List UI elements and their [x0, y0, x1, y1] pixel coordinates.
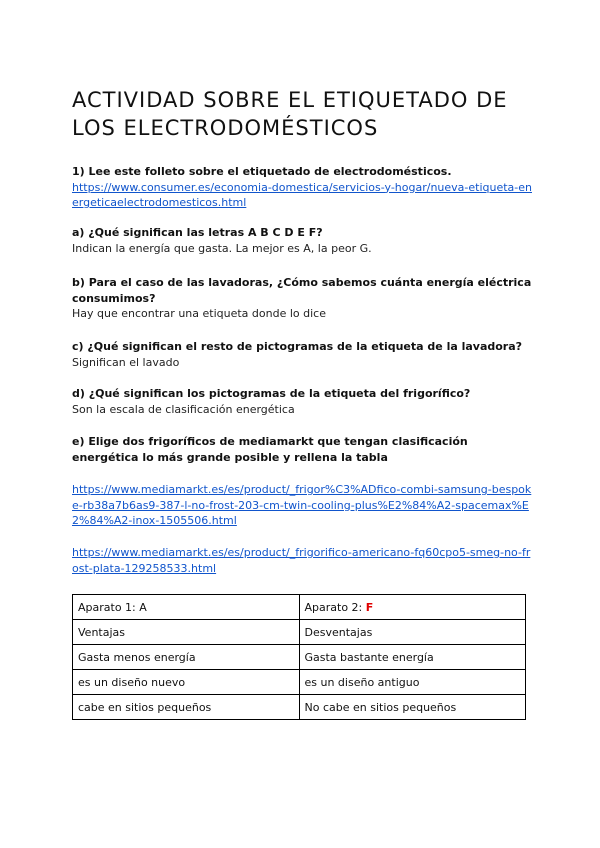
- question-b: b) Para el caso de las lavadoras, ¿Cómo sabemos cuánta energía eléctrica consumimos?: [72, 276, 532, 305]
- page-title: ACTIVIDAD SOBRE EL ETIQUETADO DE LOS ELECTRODOMÉSTICOS: [72, 88, 508, 140]
- table-cell: es un diseño nuevo: [73, 670, 300, 695]
- table-header-row: [73, 595, 526, 620]
- table-row: [73, 695, 526, 720]
- answer-b: Hay que encontrar una etiqueta donde lo dice: [72, 307, 326, 320]
- table-cell: Ventajas: [73, 620, 300, 645]
- comparison-table: [72, 594, 526, 720]
- mediamarkt-link-1-block: [72, 482, 534, 529]
- question-e-block: [72, 434, 534, 465]
- answer-a: Indican la energía que gasta. La mejor es A, la peor G.: [72, 241, 372, 255]
- table-cell: No cabe en sitios pequeños: [299, 695, 526, 720]
- question-d: d) ¿Qué significan los pictogramas de la etiqueta del frigorífico?: [72, 387, 471, 400]
- question-a: a) ¿Qué significan las letras A B C D E F?: [72, 226, 323, 239]
- header-2-label: Aparato 2:: [304, 600, 363, 614]
- question-e: e) Elige dos frigoríficos de mediamarkt que tengan clasificación energética lo más grande posible y rellena la tabla: [72, 435, 468, 464]
- header-cell-1: [73, 595, 300, 620]
- mediamarkt-link-1[interactable]: https://www.mediamarkt.es/es/product/_frigor%C3%ADfico-combi-samsung-bespoke-rb38a7b6as9-387-l-no-frost-203-cm-twin-cooling-plus%E2%84%A2-spacemax%E2%84%A2-inox-1505506.html: [72, 483, 532, 527]
- mediamarkt-link-2-block: [72, 545, 534, 576]
- header-cell-2: [299, 595, 526, 620]
- header-2-value: F: [365, 600, 374, 614]
- table-cell: es un diseño antiguo: [299, 670, 526, 695]
- question-c: c) ¿Qué significan el resto de pictogramas de la etiqueta de la lavadora?: [72, 340, 523, 353]
- answer-d: Son la escala de clasificación energética: [72, 402, 295, 416]
- table-cell: Gasta bastante energía: [299, 645, 526, 670]
- header-1-label: Aparato 1:: [78, 600, 136, 614]
- header-1-value: A: [139, 600, 147, 614]
- question-1: 1) Lee este folleto sobre el etiquetado de electrodomésticos.: [72, 165, 452, 178]
- answer-c: Significan el lavado: [72, 355, 180, 369]
- table-cell: Desventajas: [299, 620, 526, 645]
- table-cell: Gasta menos energía: [73, 645, 300, 670]
- table-row: [73, 620, 526, 645]
- consumer-link[interactable]: https://www.consumer.es/economia-domestica/servicios-y-hogar/nueva-etiqueta-energeticaelectrodomesticos.html: [72, 180, 532, 209]
- question-b-block: [72, 275, 534, 322]
- question-a-block: [72, 225, 534, 256]
- table-row: [73, 645, 526, 670]
- table-row: [73, 670, 526, 695]
- question-d-block: [72, 386, 534, 417]
- question-c-block: [72, 339, 534, 370]
- question-1-block: [72, 164, 534, 211]
- table-cell: cabe en sitios pequeños: [73, 695, 300, 720]
- mediamarkt-link-2[interactable]: https://www.mediamarkt.es/es/product/_frigorifico-americano-fq60cpo5-smeg-no-frost-plata-129258533.html: [72, 546, 531, 575]
